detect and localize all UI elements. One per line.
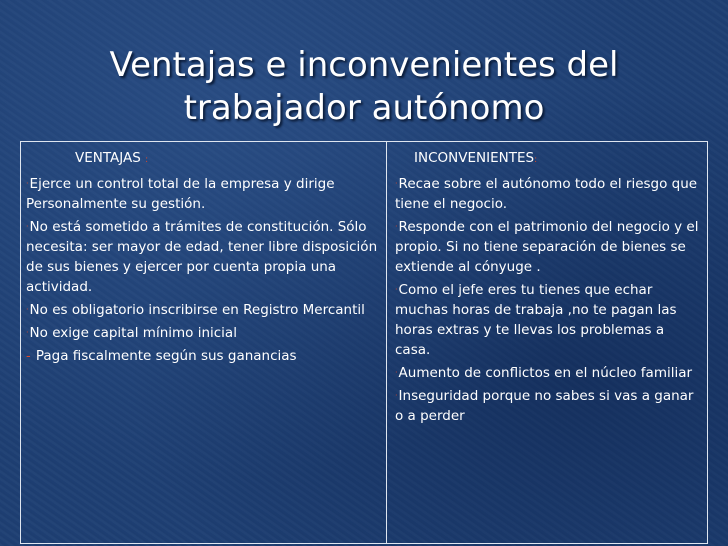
disadvantage-text: Responde con el patrimonio del negocio y el propio. Si no tiene separación de bienes se extiende al cónyuge . xyxy=(395,219,699,275)
advantage-text: Paga fiscalmente según sus ganancias xyxy=(35,348,297,364)
advantages-heading-marker: : xyxy=(145,155,149,165)
dash-marker: - xyxy=(26,349,35,364)
advantages-heading-label: VENTAJAS xyxy=(75,150,141,166)
disadvantages-column xyxy=(387,142,707,543)
bullet-marker: · xyxy=(395,285,398,294)
advantage-item xyxy=(26,300,380,320)
bullet-marker: · xyxy=(26,305,29,314)
disadvantage-item xyxy=(395,174,701,214)
advantages-column xyxy=(21,142,387,543)
bullet-marker: · xyxy=(26,179,29,188)
disadvantage-item xyxy=(395,386,701,426)
bullet-marker: · xyxy=(395,368,398,377)
disadvantage-text: Recae sobre el autónomo todo el riesgo que tiene el negocio. xyxy=(395,176,698,212)
advantage-text: Ejerce un control total de la empresa y dirige Personalmente su gestión. xyxy=(26,176,335,212)
advantage-item xyxy=(26,217,380,297)
disadvantages-heading-marker: : xyxy=(534,155,538,165)
disadvantages-heading-label: INCONVENIENTES xyxy=(414,150,535,166)
advantage-text: No está sometido a trámites de constitución. Sólo necesita: ser mayor de edad, tener libre disposición de sus bienes y ejercer por cuenta propia una actividad. xyxy=(26,219,378,295)
disadvantage-item xyxy=(395,363,701,383)
disadvantage-text: Como el jefe eres tu tienes que echar muchas horas de trabaja ,no te pagan las horas extras y te llevas los problemas a casa. xyxy=(395,282,677,358)
disadvantages-heading xyxy=(395,150,701,169)
bullet-marker: · xyxy=(395,179,398,188)
advantage-text: No exige capital mínimo inicial xyxy=(29,325,237,341)
advantages-heading xyxy=(26,150,380,169)
bullet-marker: · xyxy=(395,222,398,231)
disadvantage-text: Aumento de conflictos en el núcleo familiar xyxy=(398,365,693,381)
bullet-marker: · xyxy=(395,391,398,400)
advantage-text: No es obligatorio inscribirse en Registro Mercantil xyxy=(29,302,365,318)
disadvantage-text: Inseguridad porque no sabes si vas a ganar o a perder xyxy=(395,388,694,424)
advantage-item xyxy=(26,346,380,367)
slide-title: Ventajas e inconvenientes del trabajador autónomo xyxy=(109,45,619,128)
bullet-marker: · xyxy=(26,222,29,231)
bullet-marker: · xyxy=(26,328,29,337)
advantage-item xyxy=(26,323,380,343)
disadvantage-item xyxy=(395,280,701,360)
advantage-item xyxy=(26,174,380,214)
disadvantage-item xyxy=(395,217,701,277)
comparison-table xyxy=(20,141,708,544)
